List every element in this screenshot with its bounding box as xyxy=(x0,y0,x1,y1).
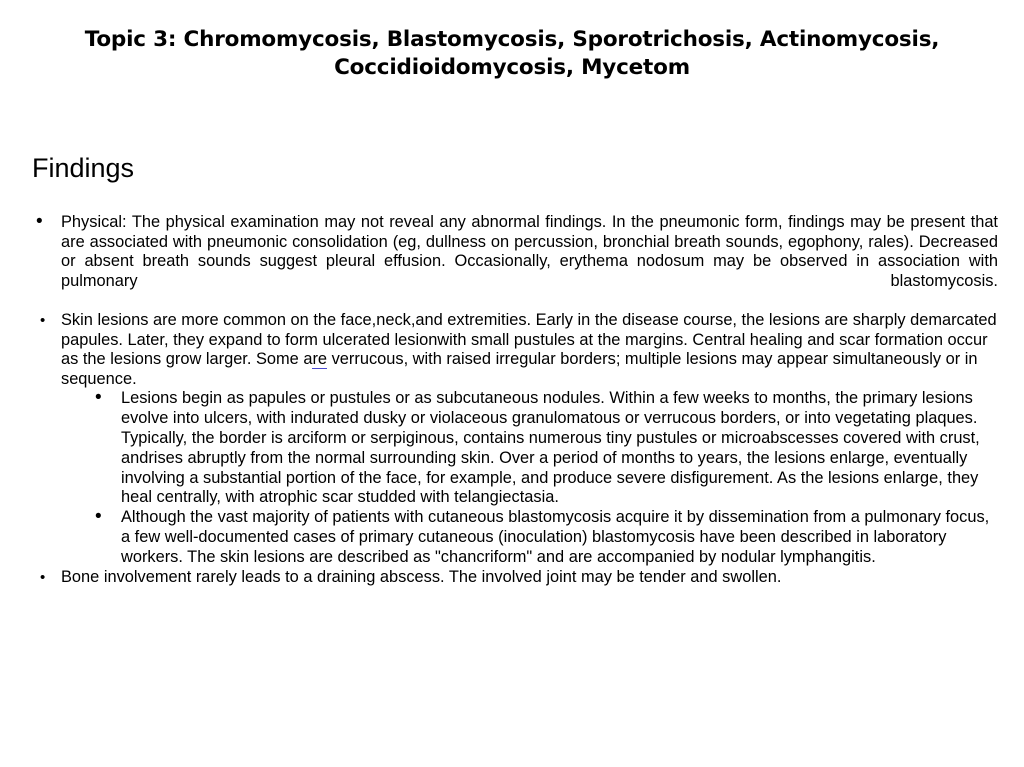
bullet-marker-icon: • xyxy=(95,506,102,528)
sub-bullet-lesions-evolution xyxy=(91,389,998,508)
skin-lesions-text-part-1: Skin lesions are more common on the face,neck,and extremities. Early in the disease course, the lesions are sharply demarcated papules. Later, they expand to form ulcerated lesionwith small pustules at the margins. Central healing and scar formation occur as the lesions grow larger. Some a xyxy=(61,310,997,369)
section-heading-findings: Findings xyxy=(32,153,135,183)
skin-lesions-text-part-2: verrucous, with raised irregular borders; multiple lesions may appear simultaneously or in sequence. xyxy=(61,350,978,388)
slide-title-line-1: Topic 3: Chromomycosis, Blastomycosis, Sporotrichosis, Actinomycosis, xyxy=(84,27,940,52)
bullet-physical xyxy=(30,213,998,311)
bullet-bone-involvement-text: Bone involvement rarely leads to a draining abscess. The involved joint may be tender and swollen. xyxy=(61,567,782,586)
bullet-marker-icon: • xyxy=(95,387,102,409)
bullet-marker-icon: • xyxy=(36,211,43,232)
bullet-marker-icon: • xyxy=(40,311,46,329)
sub-bullet-cutaneous-blastomycosis xyxy=(91,508,998,567)
spellcheck-marked-text: re xyxy=(312,350,328,369)
sub-bullet-list xyxy=(30,389,998,567)
slide-title-line-2: Coccidioidomycosis, Mycetom xyxy=(334,55,690,80)
bullet-bone-involvement xyxy=(30,568,998,588)
sub-bullet-cutaneous-blastomycosis-text: Although the vast majority of patients with cutaneous blastomycosis acquire it by dissemination from a pulmonary focus, a few well-documented cases of primary cutaneous (inoculation) blastomycosis have been described in laboratory workers. The skin lesions are described as "chancriform" and are accompanied by nodular lymphangitis. xyxy=(121,508,990,566)
bullet-skin-lesions xyxy=(30,311,998,389)
bullet-skin-lesions-text xyxy=(61,311,998,389)
sub-bullet-lesions-evolution-text: Lesions begin as papules or pustules or as subcutaneous nodules. Within a few weeks to months, the primary lesions evolve into ulcers, with indurated dusky or violaceous granulomatous or verrucous borders, or into vegetating plaques. Typically, the border is arciform or serpiginous, contains numerous tiny pustules or microabscesses covered with crust, andrises abruptly from the normal surrounding skin. Over a period of months to years, the lesions enlarge, eventually involving a substantial portion of the face, for example, and produce severe disfigurement. As the lesions enlarge, they heal centrally, with atrophic scar studded with telangiectasia. xyxy=(121,389,980,507)
slide-title xyxy=(28,26,996,82)
bullet-marker-icon: • xyxy=(40,568,46,586)
bullet-physical-text: Physical: The physical examination may not reveal any abnormal findings. In the pneumonic form, findings may be present that are associated with pneumonic consolidation (eg, dullness on percussion, bronchial breath sounds, egophony, rales). Decreased or absent breath sounds suggest pleural effusion. Occasionally, erythema nodosum may be observed in association with pulmonary blastomycosis. xyxy=(61,213,998,290)
bullet-list xyxy=(30,213,998,587)
